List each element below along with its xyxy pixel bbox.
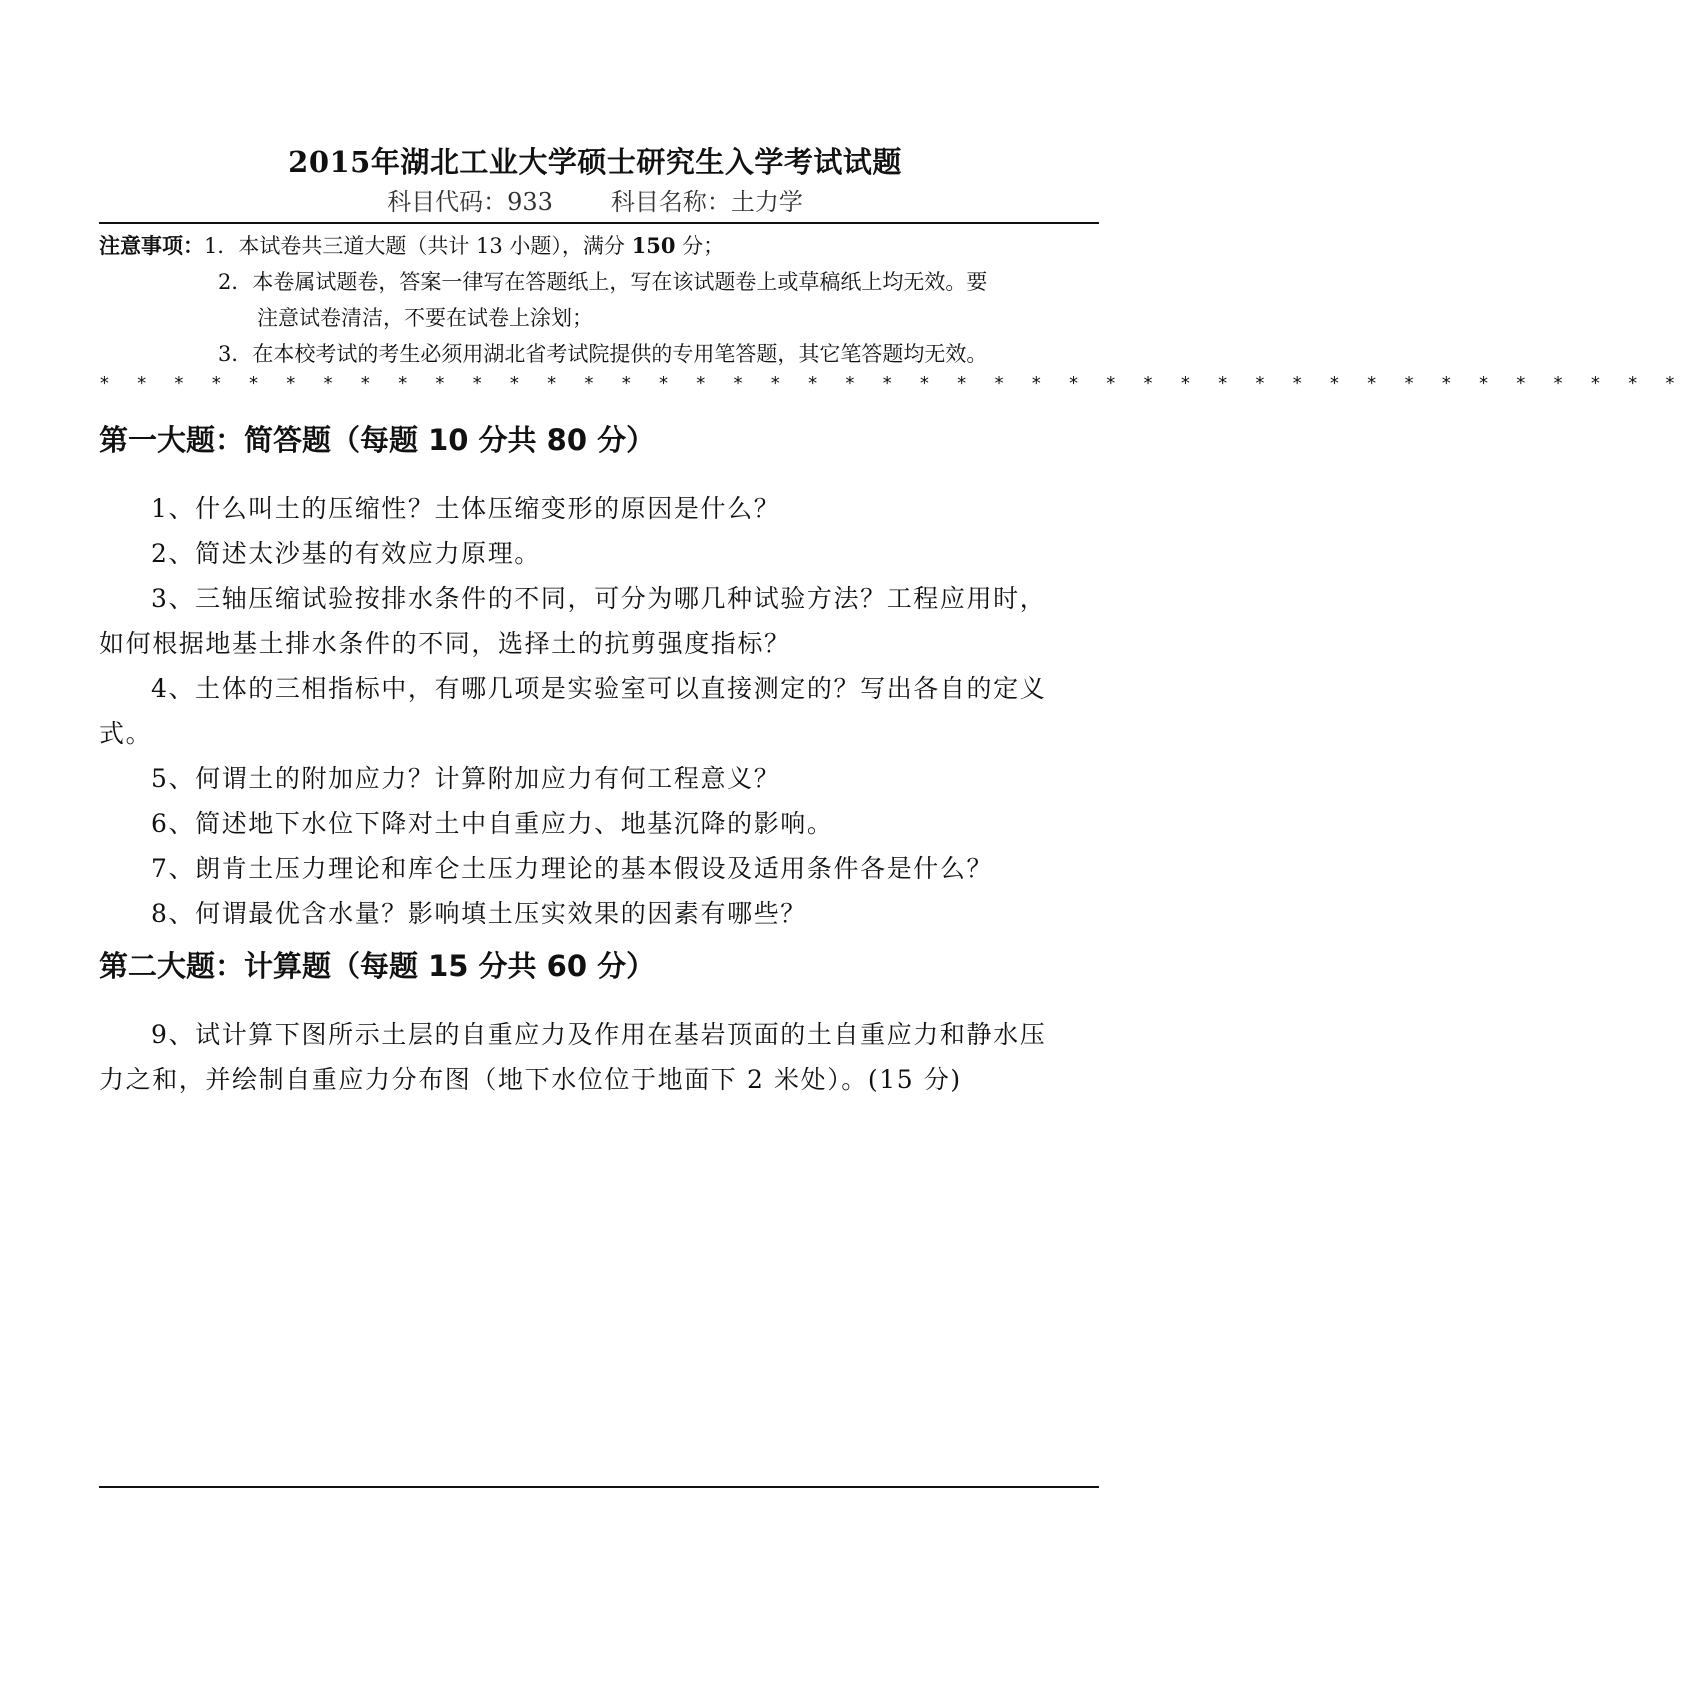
exam-title: 2015年湖北工业大学硕士研究生入学考试试题 <box>288 145 902 179</box>
section-2-heading: 第二大题：计算题（每题 15 分共 60 分） <box>99 949 656 983</box>
question-3-continued: 如何根据地基土排水条件的不同，选择土的抗剪强度指标？ <box>99 629 791 658</box>
footer-divider <box>99 1486 1099 1488</box>
question-1: 1、什么叫土的压缩性？土体压缩变形的原因是什么？ <box>151 494 781 523</box>
subject-line <box>0 186 1190 218</box>
subject-name: 科目名称：土力学 <box>610 188 803 216</box>
notice-item-2-continued: 注意试卷清洁，不要在试卷上涂划； <box>257 306 593 330</box>
notice-item-1 <box>99 228 1099 264</box>
question-9-continued: 力之和，并绘制自重应力分布图（地下水位位于地面下 2 米处）。(15 分) <box>99 1065 962 1094</box>
question-3: 3、三轴压缩试验按排水条件的不同，可分为哪几种试验方法？工程应用时， <box>151 584 1047 613</box>
question-6: 6、简述地下水位下降对土中自重应力、地基沉降的影响。 <box>151 809 834 838</box>
question-4: 4、土体的三相指标中，有哪几项是实验室可以直接测定的？写出各自的定义 <box>151 674 1047 703</box>
notice-item-2: 2．本卷属试题卷，答案一律写在答题纸上，写在该试题卷上或草稿纸上均无效。要 <box>218 270 988 294</box>
star-separator: * * * * * * * * * * * * * * * * * * * * * * * * * * * * * * * * * * * * * * * * * * * <box>99 373 1683 394</box>
notice-item-1-suffix: 分； <box>675 234 725 258</box>
notice-item-1-prefix: 1．本试卷共三道大题（共计 13 小题），满分 <box>204 234 632 258</box>
subject-code: 科目代码：933 <box>387 188 553 216</box>
question-7: 7、朗肯土压力理论和库仑土压力理论的基本假设及适用条件各是什么？ <box>151 854 994 883</box>
section-1-heading: 第一大题：简答题（每题 10 分共 80 分） <box>99 423 656 457</box>
question-4-continued: 式。 <box>99 719 153 748</box>
question-8: 8、何谓最优含水量？影响填土压实效果的因素有哪些？ <box>151 899 807 928</box>
question-2: 2、简述太沙基的有效应力原理。 <box>151 539 541 568</box>
header-divider <box>99 222 1099 224</box>
question-9: 9、试计算下图所示土层的自重应力及作用在基岩顶面的土自重应力和静水压 <box>151 1020 1047 1049</box>
total-score: 150 <box>631 233 676 258</box>
notice-label: 注意事项： <box>99 234 204 258</box>
question-5: 5、何谓土的附加应力？计算附加应力有何工程意义？ <box>151 764 781 793</box>
notice-item-3: 3．在本校考试的考生必须用湖北省考试院提供的专用笔答题，其它笔答题均无效。 <box>218 342 988 366</box>
